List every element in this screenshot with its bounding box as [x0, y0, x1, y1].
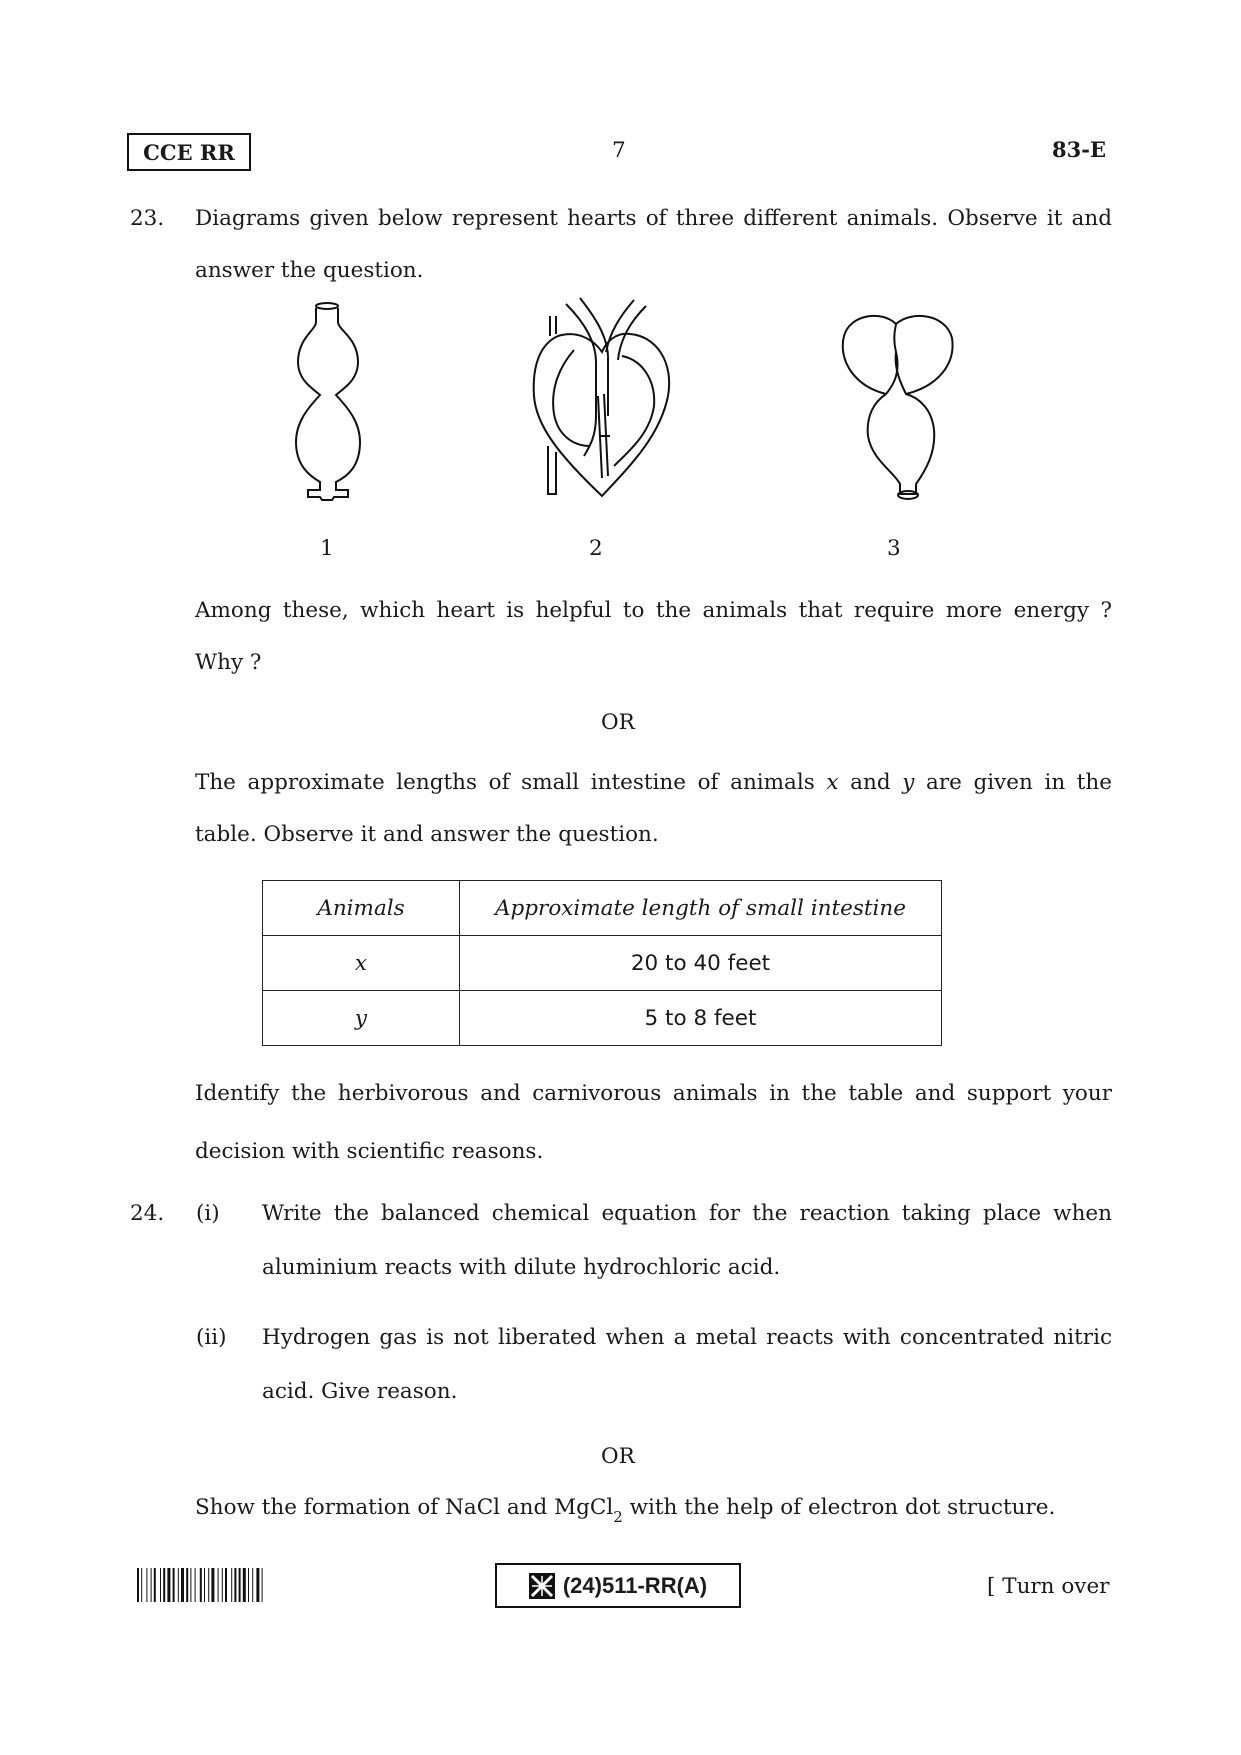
question-23-number: 23.: [130, 206, 165, 231]
table-header-row: [263, 881, 942, 936]
question-24-part-i-line2: aluminium reacts with dilute hydrochloric acid.: [262, 1255, 781, 1280]
table-cell-animal: x: [263, 936, 460, 991]
question-24-alt-text: Show the formation of NaCl and MgCl$_2$ with the help of electron dot structure.: [195, 1495, 1056, 1526]
table-header-animals: Animals: [263, 881, 460, 936]
table-cell-length: 20 to 40 feet: [460, 936, 942, 991]
cross-logo-icon: [529, 1573, 555, 1599]
figure-label-1: 1: [320, 536, 334, 561]
turn-over-text: [ Turn over: [987, 1574, 1110, 1599]
page-number: 7: [612, 138, 626, 163]
table-row: [263, 991, 942, 1046]
paper-code-box: [495, 1563, 741, 1608]
figure-label-2: 2: [589, 536, 603, 561]
heart-diagram-3: [838, 312, 956, 502]
question-24-number: 24.: [130, 1201, 165, 1226]
question-23-alt-line2: table. Observe it and answer the question.: [195, 822, 659, 847]
question-23-intro-line2: answer the question.: [195, 258, 424, 283]
table-cell-animal: y: [263, 991, 460, 1046]
question-23-identify-line2: decision with scientific reasons.: [195, 1139, 544, 1164]
paper-code-right: 83-E: [1052, 137, 1106, 162]
question-23-identify-line1: Identify the herbivorous and carnivorous animals in the table and support your: [195, 1081, 1112, 1106]
exam-code-box: [127, 133, 251, 171]
question-24-part-i-line1: Write the balanced chemical equation for the reaction taking place when: [262, 1201, 1112, 1226]
question-23-or: OR: [601, 710, 635, 735]
table-cell-length: 5 to 8 feet: [460, 991, 942, 1046]
table-header-length: Approximate length of small intestine: [460, 881, 942, 936]
heart-diagram-1: [290, 300, 370, 500]
paper-code: (24)511-RR(A): [562, 1572, 708, 1598]
intestine-length-table: [262, 880, 942, 1046]
table-row: [263, 936, 942, 991]
figure-label-3: 3: [887, 536, 901, 561]
question-23-question-line2: Why ?: [195, 650, 262, 675]
exam-code: CCE RR: [143, 139, 235, 165]
question-24-part-ii-line2: acid. Give reason.: [262, 1379, 458, 1404]
question-23-alt-line1: The approximate lengths of small intestine of animals x and y are given in the: [195, 770, 1113, 795]
question-24-part-i-label: (i): [196, 1201, 220, 1226]
question-23-question-line1: Among these, which heart is helpful to the animals that require more energy ?: [195, 598, 1112, 623]
barcode: [137, 1568, 382, 1602]
question-24-part-ii-line1: Hydrogen gas is not liberated when a metal reacts with concentrated nitric: [262, 1325, 1112, 1350]
heart-diagram-2: [530, 296, 676, 502]
question-24-part-ii-label: (ii): [196, 1325, 227, 1350]
question-23-intro-line1: Diagrams given below represent hearts of three different animals. Observe it and: [195, 206, 1112, 231]
question-24-or: OR: [601, 1444, 635, 1469]
